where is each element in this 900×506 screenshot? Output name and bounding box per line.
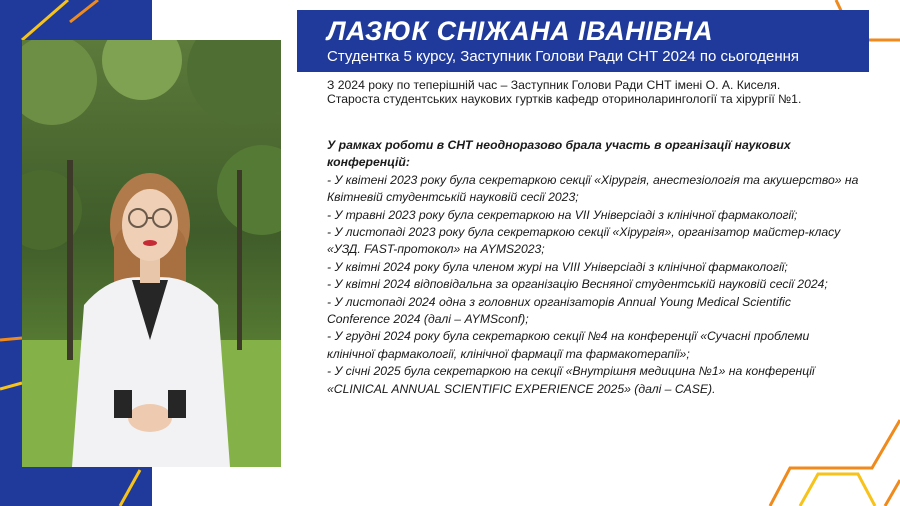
activity-line: - У листопаді 2023 року була секретаркою секції «Хірургія», організатор майстер-класу xyxy=(327,225,841,240)
intro-line: З 2024 року по теперішній час – Заступник Голови Ради СНТ імені О. А. Киселя. xyxy=(327,78,781,92)
activity-line: - У квітні 2024 року була членом журі на VIII Універсіаді з клінічної фармакології; xyxy=(327,259,788,274)
activity-line: - У листопаді 2024 одна з головних організаторів Annual Young Medical Scientific xyxy=(327,294,791,309)
activity-line: «УЗД. FAST-протокол» на AYMS2023; xyxy=(327,242,545,257)
orange-zigzag-bottom-right xyxy=(770,420,900,506)
person-name: ЛАЗЮК СНІЖАНА ІВАНІВНА xyxy=(327,16,714,46)
activity-line: - У січні 2025 була секретаркою на секції «Внутрішня медицина №1» на конференції xyxy=(327,364,815,379)
activity-line: - У квітні 2024 відповідальна за організацію Весняної студентській науковій сесії 2024; xyxy=(327,277,828,292)
activity-line: клінічної фармакології, клінічної фармації та фармакотерапії»; xyxy=(327,346,690,361)
intro-text xyxy=(327,79,867,106)
activity-line: - У квітені 2023 року була секретаркою секції «Хірургія, анестезіологія та акушерство» на xyxy=(327,172,859,187)
activity-line: Conference 2024 (далі – AYMSconf); xyxy=(327,312,529,327)
activity-line: «CLINICAL ANNUAL SCIENTIFIC EXPERIENCE 2025» (далі – CASE). xyxy=(327,381,716,396)
activity-line: - У травні 2023 року була секретаркою на VII Універсіаді з клінічної фармакології; xyxy=(327,207,798,222)
header-banner xyxy=(297,10,869,72)
activities-lead: конференцій: xyxy=(327,155,410,170)
intro-line: Староста студентських наукових гуртків кафедр оториноларингології та хірургії №1. xyxy=(327,91,802,106)
portrait-illustration xyxy=(22,40,281,467)
portrait-photo xyxy=(22,40,281,467)
activity-line: - У грудні 2024 року була секретаркою секції №4 на конференції «Сучасні проблеми xyxy=(327,329,810,344)
orange-stripe-bottom-right xyxy=(885,480,900,506)
activity-line: Квітневій студентській науковій сесії 2023; xyxy=(327,190,579,205)
activities-lead: У рамках роботи в СНТ неодноразово брала участь в організації наукових xyxy=(327,138,791,152)
person-position: Студентка 5 курсу, Заступник Голови Ради СНТ 2024 по сьогодення xyxy=(327,48,800,65)
activities-list xyxy=(327,137,887,398)
yellow-zigzag-bottom-right xyxy=(800,474,875,506)
